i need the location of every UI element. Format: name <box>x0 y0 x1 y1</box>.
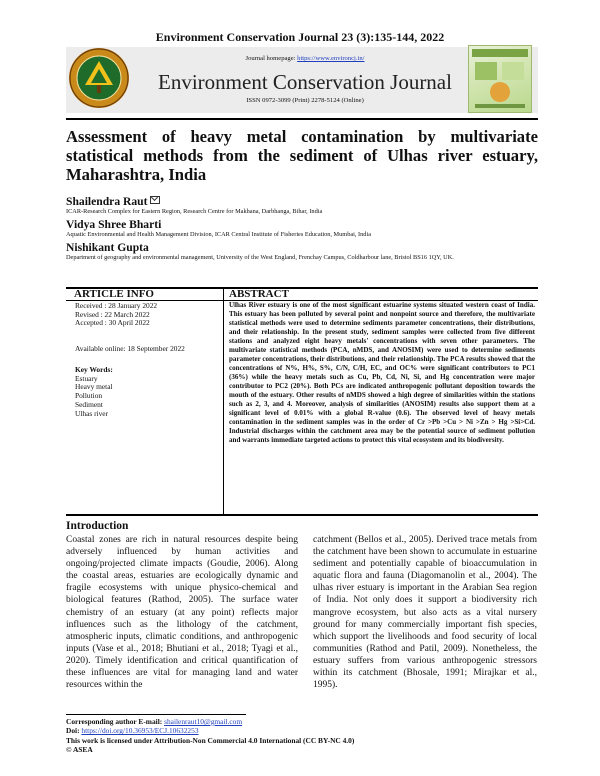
abstract-bottom-divider <box>66 514 538 516</box>
journal-cover-thumbnail <box>468 45 532 113</box>
footnotes <box>66 717 354 755</box>
doi: Doi: https://doi.org/10.36953/ECJ.10632253 <box>66 726 199 736</box>
keyword: Sediment <box>75 399 103 409</box>
abstract-heading: ABSTRACT <box>229 288 289 300</box>
journal-citation: Environment Conservation Journal 23 (3):135-144, 2022 <box>155 30 445 44</box>
accepted-date: Accepted : 30 April 2022 <box>75 318 150 328</box>
journal-issn: ISSN 0972-3099 (Print) 2278-5124 (Online) <box>246 97 364 104</box>
keywords-block <box>75 366 215 418</box>
article-info-heading: ARTICLE INFO <box>74 288 154 300</box>
author-2-affiliation: Aquatic Environmental and Health Management Division, ICAR Central Institute of Fisheries Education, Mumbai, India <box>66 231 371 238</box>
keyword: Heavy metal <box>75 382 113 392</box>
revised-date: Revised : 22 March 2022 <box>75 309 150 319</box>
society-logo-icon <box>68 47 130 109</box>
homepage-link[interactable]: https://www.environcj.in/ <box>297 55 365 62</box>
article-dates <box>75 302 215 328</box>
keyword: Pollution <box>75 391 103 401</box>
article-title: Assessment of heavy metal contamination by multivariate statistical methods from the sediment of Ulhas river estuary, Maharashtra, India <box>66 127 538 184</box>
available-online-date: Available online: 18 September 2022 <box>75 344 185 353</box>
license: This work is licensed under Attribution-Non Commercial 4.0 International (CC BY-NC 4.0) <box>66 735 355 745</box>
info-column-divider <box>223 288 224 514</box>
introduction-column-2: catchment (Bellos et al., 2005). Derived trace metals from the catchment have been shown to accumulate in estuarine sediment and potentially capable of bioaccumulation in aquatic flora and fauna (Diagomanolin et al., 2004). The ulhas river estuary is important in the Arabian Sea region of India. Not only does it support a biodiversity rich mangrove ecosystem, but also acts as a vital nursery ground for many commercially important fish species, which support the livelihoods and food security of local communities (Rathod and Patil, 2009). Nonetheless, the estuary suffers from various anthropogenic stressors within its catchment (Bhosale, 1991; Mirajkar et al., 1995). <box>313 535 537 691</box>
keywords-heading: Key Words: <box>75 365 113 374</box>
footnote-divider <box>66 714 246 715</box>
introduction-heading: Introduction <box>66 520 129 532</box>
doi-link[interactable]: https://doi.org/10.36953/ECJ.10632253 <box>81 726 199 736</box>
author-3-name: Nishikant Gupta <box>66 241 149 254</box>
copyright: © ASEA <box>66 745 93 755</box>
abstract-text: Ulhas River estuary is one of the most significant estuarine systems situated western coast of India. This estuary has been polluted by several point and nonpoint source and therefore, the multivariate statistical methods were used to determine sediments parameter concentrations, their distributions, and their relationship. In the present study, sediment samples were collected from five different stations and analyzed eight heavy metals' concentrations with seven other parameters. The multivariate statistical methods (PCA, nMDS, and ANOSIM) were used to determine sediments parameter concentrations, their distributions, and their relationship. The PCA results showed that the concentrations of N%, H%, S%, C/N, C/H, EC, and OC% were significant contributors to PC1 (36%) while the heavy metals such as Cu, Pb, Cd, Ni, Si, and Hg concentration were major contributor to PC2 (20%). Both PCs are indicated anthropogenic pollutant deposition towards the mouth of the estuary. Other results of nMDS showed a high degree of similarities within the stations such as 2, 3, and 4. Moreover, analysis of similarities (ANOSIM) results also support them at a significant level of 0.01% with a global R-value (0.6). The observed level of heavy metals contamination in the sediment samples was in the order of Cr >Pb >Cu > Ni >Zn > Hg >Si>Cd. Industrial discharges within the catchment area may be the potential source of sediment pollution and warrants immediate targeted actions to protect this vital ecosystem and its biodiversity. <box>229 301 535 445</box>
corresponding-email-link[interactable]: shailenraut10@gmail.com <box>164 717 243 726</box>
author-1-affiliation: ICAR-Research Complex for Eastern Region, Research Centre for Makhana, Darbhanga, Bihar, India <box>66 208 323 215</box>
homepage-label: Journal homepage: <box>245 55 296 62</box>
keyword: Ulhas river <box>75 408 109 418</box>
header-divider <box>66 118 538 120</box>
author-2-name: Vidya Shree Bharti <box>66 218 162 231</box>
email-icon[interactable] <box>150 196 160 204</box>
author-3-affiliation: Department of geography and environmental management, University of the West England, Frenchay Campus, Coldharbour lane, Bristol BS16 1QY, UK. <box>66 254 454 261</box>
introduction-column-1: Coastal zones are rich in natural resources despite being adversely influenced by human activities and ongoing/projected climate impacts (Goudie, 2006). Along the coastal areas, estuaries are ecologically dynamic and fragile ecosystems with unique physico-chemical and biological features (Rathod, 2005). The surface water chemistry of an estuary (at any point) reflects major influences such as the lithology of the catchment, atmospheric inputs, climatic conditions, and anthropogenic inputs (Vase et al., 2018; Bhutiani et al., 2018; Tyagi et al., 2020). Timely identification and critical quantification of these influences are vital for managing land and water resources within the <box>66 535 298 691</box>
journal-homepage <box>150 55 460 62</box>
received-date: Received : 28 January 2022 <box>75 301 158 310</box>
corresponding-author: Corresponding author E-mail: shailenraut10@gmail.com <box>66 717 243 726</box>
author-1-name: Shailendra Raut <box>66 195 160 208</box>
journal-title: Environment Conservation Journal <box>158 70 452 94</box>
keyword: Estuary <box>75 373 98 383</box>
